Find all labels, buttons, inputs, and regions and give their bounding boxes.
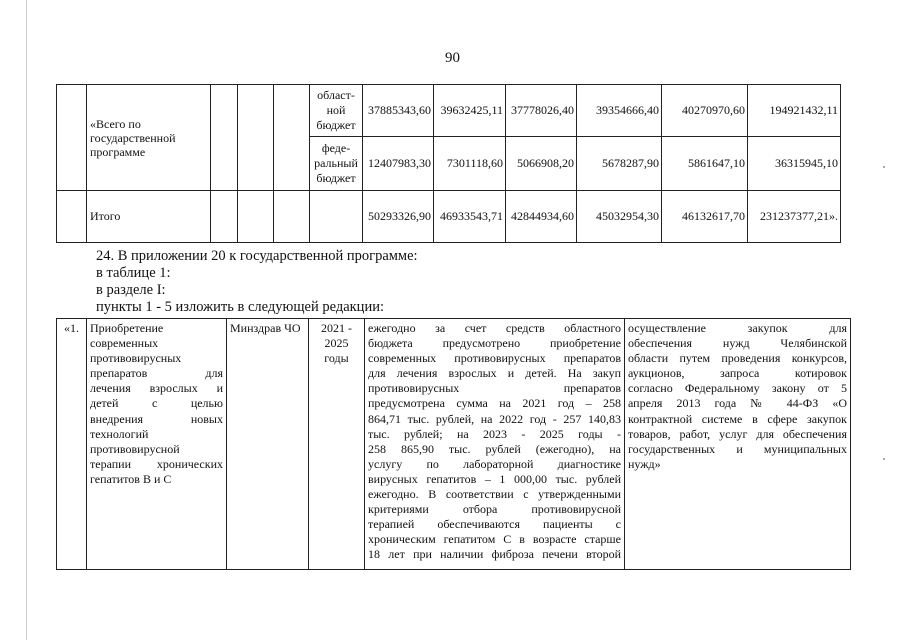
table-cell: [211, 85, 238, 191]
source-line: феде-: [321, 141, 351, 155]
procurement-mechanism-cell: [625, 319, 851, 570]
text-line: терапией обеспечиваются пациенты с: [368, 517, 621, 532]
total-value-cell: 46933543,71: [434, 191, 506, 243]
text-line: государственных и муниципальных: [628, 441, 847, 456]
text-line: критериями отбора противовирусной: [368, 502, 621, 517]
text-line: Приобретение: [90, 321, 164, 335]
text-line: бюджета предусмотрено приобретение: [368, 336, 621, 351]
text-line: 258 865,90 тыс. рублей (ежегодно), на: [368, 441, 621, 456]
text-line: согласно Федеральному закону от 5: [628, 381, 847, 396]
text-line: гепатитов В и С: [90, 471, 172, 486]
value-cell: 12407983,30: [363, 137, 434, 191]
text-line: 2025: [324, 336, 349, 351]
table-cell: [57, 85, 87, 191]
executor-cell: Минздрав ЧО: [227, 319, 309, 570]
value-cell: 37885343,60: [363, 85, 434, 137]
value-cell: 5066908,20: [506, 137, 577, 191]
text-line: годы: [324, 351, 349, 366]
scan-margin-line: [26, 0, 27, 640]
source-line: бюджет: [316, 118, 356, 132]
value-cell: 7301118,60: [434, 137, 506, 191]
table-cell: [274, 191, 310, 243]
text-line: области путем проведения конкурсов,: [628, 351, 847, 366]
text-line: аукционов, запроса котировок: [628, 366, 847, 381]
value-cell: 40270970,60: [662, 85, 748, 137]
text-line: технологий: [90, 426, 149, 441]
text-line: 864,71 тыс. рублей, на 2022 год - 257 140,83: [368, 411, 621, 426]
text-line: ежегодно. В соответствии с утвержденными: [368, 487, 621, 502]
text-line: обеспечения нужд Челябинской: [628, 336, 847, 351]
source-line: ной: [326, 103, 346, 117]
text-line: предусмотрена сумма на 2021 год – 258: [368, 396, 621, 411]
text-line: осуществление закупок для: [628, 321, 847, 335]
text-line: апреля 2013 года № 44-ФЗ «О: [628, 396, 847, 411]
value-cell: 37778026,40: [506, 85, 577, 137]
total-value-cell: 50293326,90: [363, 191, 434, 243]
text-line: терапии хронических: [90, 456, 223, 471]
text-line: противовирусных препаратов: [368, 381, 621, 396]
text-line: 18 лет при наличии фиброза печени второй: [368, 547, 621, 562]
value-cell: 5678287,90: [577, 137, 662, 191]
table-cell: [274, 85, 310, 191]
scan-speck: [883, 166, 885, 168]
text-line: 2021 -: [321, 321, 352, 335]
text-line: услугу по лабораторной диагностике: [368, 456, 621, 471]
total-value-cell: 231237377,21».: [748, 191, 841, 243]
table-row: [57, 319, 851, 570]
text-line: тыс. рублей; на 2023 - 2025 годы -: [368, 426, 621, 441]
text-line: нужд»: [628, 456, 661, 471]
total-value-cell: 46132617,70: [662, 191, 748, 243]
paragraph-24: 24. В приложении 20 к государственной программе:: [96, 248, 418, 264]
text-line: детей с целью: [90, 396, 223, 411]
total-value-cell: 42844934,60: [506, 191, 577, 243]
text-line: хроническим гепатитом С в возрасте старше: [368, 532, 621, 547]
measures-table: [56, 318, 851, 570]
paragraph-table-1: в таблице 1:: [96, 265, 171, 281]
funding-description-cell: [365, 319, 625, 570]
text-line: вирусных гепатитов – 1 000,00 тыс. рублей: [368, 471, 621, 486]
program-total-label: «Всего по государственной программе: [87, 85, 211, 191]
paragraph-items: пункты 1 - 5 изложить в следующей редакции:: [96, 299, 384, 315]
scan-speck: [883, 458, 885, 460]
table-cell: [310, 191, 363, 243]
item-number: «1.: [57, 319, 87, 570]
text-line: для лечения взрослых и детей. На закуп: [368, 366, 621, 381]
period-cell: [309, 319, 365, 570]
source-line: област-: [317, 88, 355, 102]
text-line: противовирусных: [90, 351, 182, 366]
table-cell: [238, 191, 274, 243]
text-line: препаратов для: [90, 366, 223, 381]
table-cell: [57, 191, 87, 243]
source-line: бюджет: [316, 171, 356, 185]
total-label: Итого: [87, 191, 211, 243]
text-line: противовирусной: [90, 441, 180, 456]
table-row: [57, 85, 841, 137]
page-number: 90: [445, 50, 460, 66]
text-line: ежегодно за счет средств областного: [368, 321, 621, 335]
table-row: [57, 191, 841, 243]
text-line: современных: [90, 336, 159, 351]
total-value-cell: 45032954,30: [577, 191, 662, 243]
source-line: ральный: [314, 156, 358, 170]
funding-source: [310, 85, 363, 137]
table-cell: [238, 85, 274, 191]
text-line: внедрения новых: [90, 411, 223, 426]
value-cell: 36315945,10: [748, 137, 841, 191]
text-line: контрактной системе в сфере закупок: [628, 411, 847, 426]
value-cell: 39354666,40: [577, 85, 662, 137]
budget-summary-table: [56, 84, 841, 243]
value-cell: 5861647,10: [662, 137, 748, 191]
text-line: лечения взрослых и: [90, 381, 223, 396]
table-cell: [211, 191, 238, 243]
text-line: товаров, работ, услуг для обеспечения: [628, 426, 847, 441]
item-name-cell: [87, 319, 227, 570]
value-cell: 39632425,11: [434, 85, 506, 137]
value-cell: 194921432,11: [748, 85, 841, 137]
paragraph-section-1: в разделе I:: [96, 282, 166, 298]
text-line: современных противовирусных препаратов: [368, 351, 621, 366]
funding-source: [310, 137, 363, 191]
